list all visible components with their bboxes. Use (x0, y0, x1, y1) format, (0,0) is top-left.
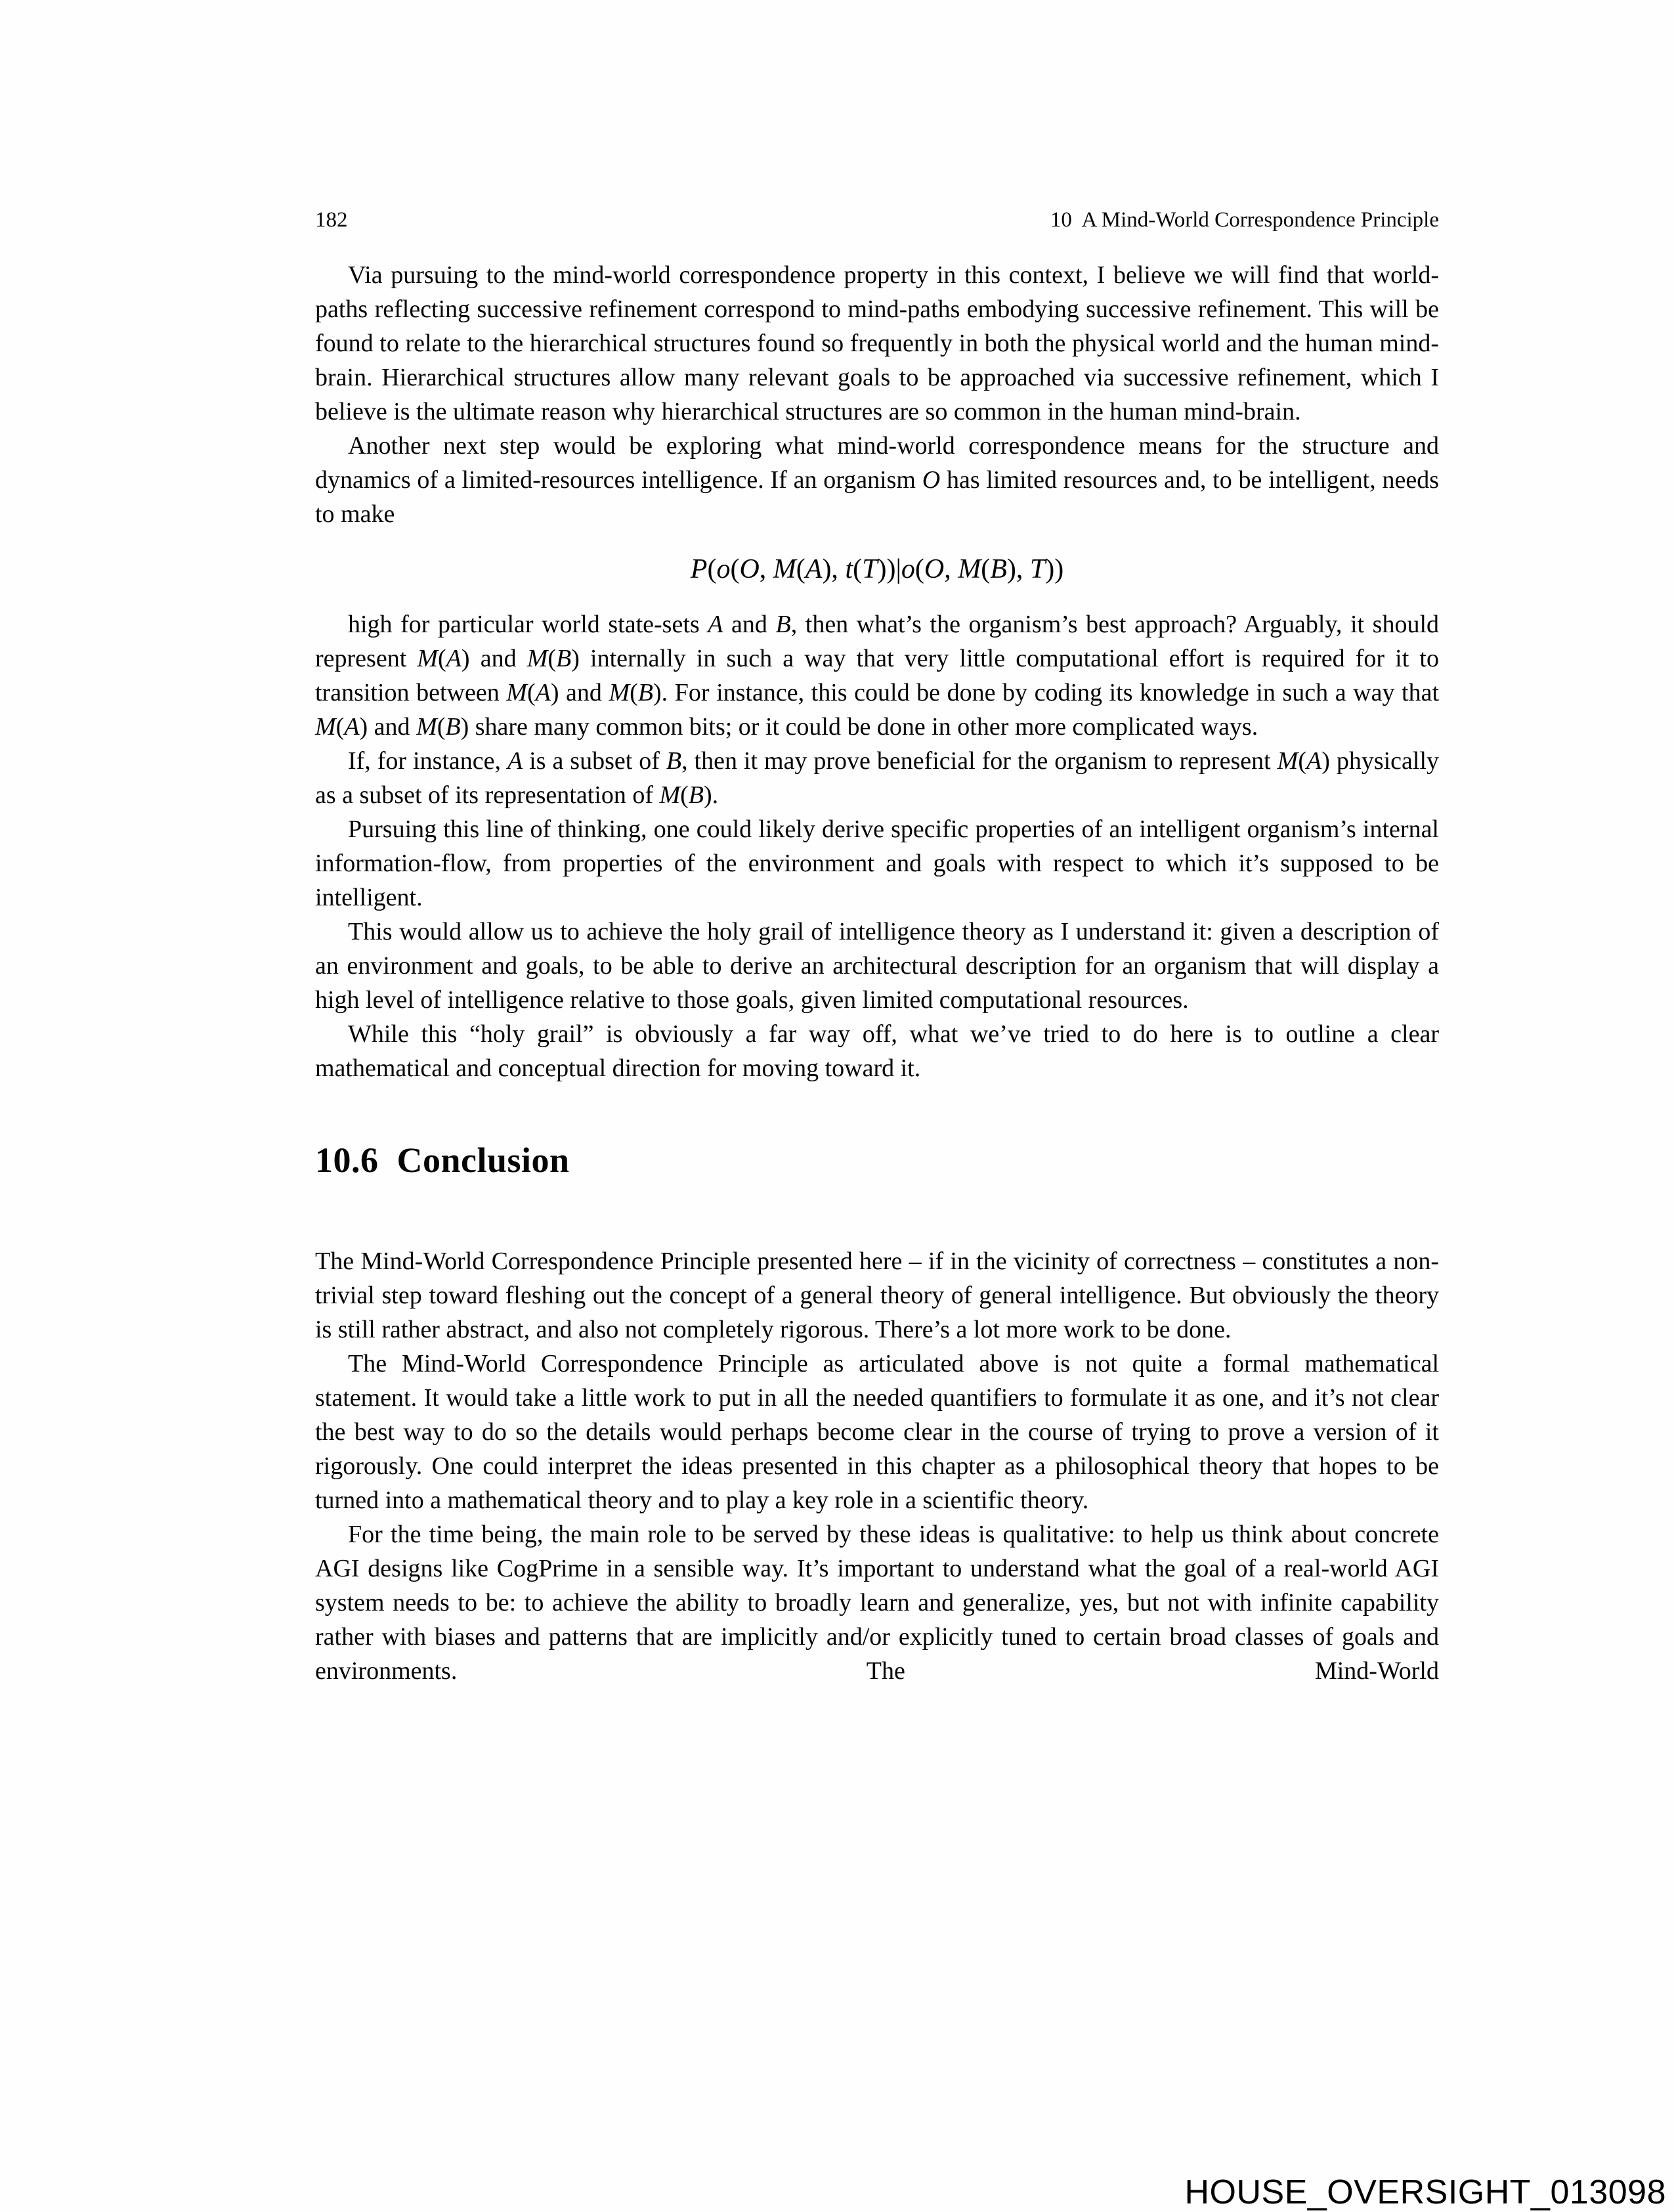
paragraph: While this “holy grail” is obviously a far way off, what we’ve tried to do here is to outline a clear mathematical and conceptual direction for moving toward it. (315, 1020, 1439, 1082)
paragraph: If, for instance, A is a subset of B, then it may prove beneficial for the organism to represent M(A) physically as a subset of its representation of M(B). (315, 747, 1440, 809)
paragraph: high for particular world state-sets A and B, then what’s the organism’s best approach? Arguably, it should represent M(A) and M(B) internally in such a way that very little computational effort is required for it to transition between M(A) and M(B). For instance, this could be done by coding its knowledge in such a way that M(A) and M(B) share many common bits; or it could be done in other more complicated ways. (315, 611, 1439, 741)
paragraph: This would allow us to achieve the holy grail of intelligence theory as I understand it: given a description of an environment and goals, to be able to derive an architectural description for an organism that will display a high level of intelligence relative to those goals, given limited computational resources. (315, 918, 1439, 1014)
paragraph: The Mind-World Correspondence Principle presented here – if in the vicinity of correctness – constitutes a non-trivial step toward fleshing out the concept of a general theory of general intelligence. But obviously the theory is still rather abstract, and also not completely rigorous. There’s a lot more work to be done. (315, 1247, 1439, 1343)
paragraph: Via pursuing to the mind-world correspondence property in this context, I believe we will find that world-paths reflecting successive refinement correspond to mind-paths embodying successive refinement. This will be found to relate to the hierarchical structures found so frequently in both the physical world and the human mind-brain. Hierarchical structures allow many relevant goals to be approached via successive refinement, which I believe is the ultimate reason why hierarchical structures are so common in the human mind-brain. (315, 261, 1439, 425)
paragraph: Another next step would be exploring what mind-world correspondence means for the structure and dynamics of a limited-resources intelligence. If an organism O has limited resources and, to be intelligent, needs to make (315, 432, 1439, 528)
paragraph: The Mind-World Correspondence Principle as articulated above is not quite a formal mathematical statement. It would take a little work to put in all the needed quantifiers to formulate it as one, and it’s not clear the best way to do so the details would perhaps become clear in the course of trying to prove a version of it rigorously. One could interpret the ideas presented in this chapter as a philosophical theory that hopes to be turned into a mathematical theory and to play a key role in a scientific theory. (315, 1350, 1439, 1514)
watermark: HOUSE_OVERSIGHT_013098 (1184, 2173, 1666, 2211)
section-title: Conclusion (397, 1140, 570, 1180)
section-heading (315, 1139, 1439, 1181)
text-column (315, 207, 1439, 1688)
paragraph: Pursuing this line of thinking, one could likely derive specific properties of an intelligent organism’s internal information-flow, from properties of the environment and goals with respect to which it’s supposed to be intelligent. (315, 815, 1439, 911)
chapter-title: 10 A Mind-World Correspondence Principle (1050, 208, 1439, 232)
page-header (315, 207, 1439, 233)
page-body (315, 258, 1439, 1688)
page-number: 182 (315, 208, 348, 232)
paragraph: For the time being, the main role to be served by these ideas is qualitative: to help us think about concrete AGI designs like CogPrime in a sensible way. It’s important to understand what the goal of a real-world AGI system needs to be: to achieve the ability to broadly learn and generalize, yes, but not with infinite capability rather with biases and patterns that are implicitly and/or explicitly tuned to certain broad classes of goals and environments. The Mind-World (315, 1521, 1439, 1685)
section-number: 10.6 (315, 1140, 379, 1180)
math-formula: P(o(O, M(A), t(T))|o(O, M(B), T)) (690, 554, 1064, 584)
